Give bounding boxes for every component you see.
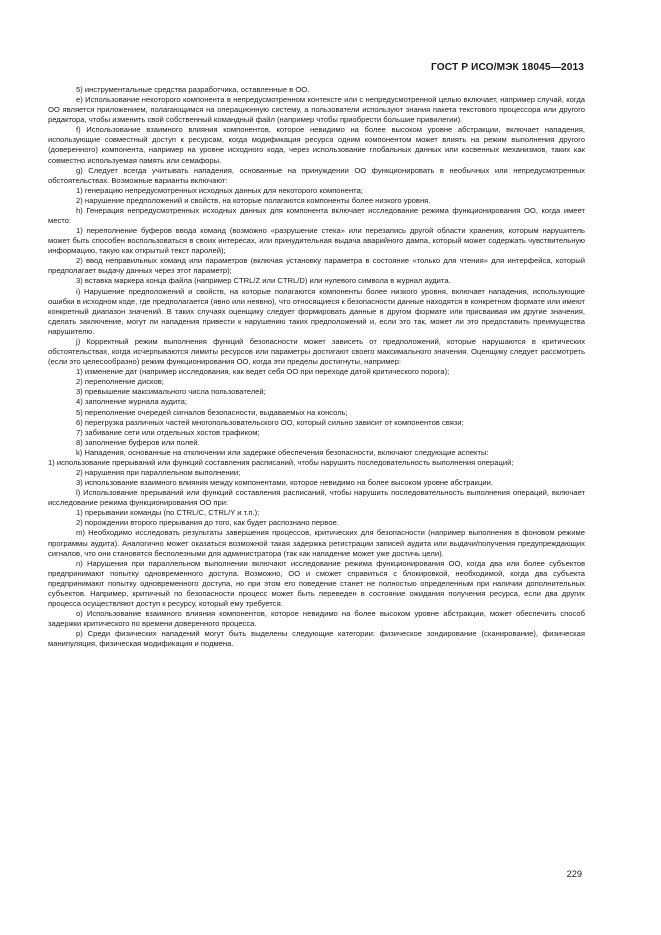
paragraph: h) Генерация непредусмотренных исходных данных для компонента включает исследование режима функционирования ОО, когда имеет место:: [48, 205, 585, 226]
paragraph: 1) прерывании команды (по CTRL/C, CTRL/Y и т.п.);: [76, 508, 260, 518]
paragraph: i) Нарушение предположений и свойств, на которые полагаются компоненты более низкого уровня, включает нападения, использующие ошибки в исходном коде, где предполагается (явно или неявно), что относящиеся к безопасности данные находятся в конкретном формате или имеют конкретный диапазон значений. В таких случаях оценщику следует формировать данные в другом формате или присваивая им другие значения, сделать заключение, могут ли нападения привести к нарушению таких предположений и, если это так, может ли это предоставить преимущества нарушителю.: [48, 286, 585, 336]
paragraph: 2) порождении второго прерывания до того, как будет распознано первое.: [76, 518, 339, 528]
paragraph: e) Использование некоторого компонента в непредусмотренном контексте или с непредусмотренной целью включает, например случай, когда ОО является приложением, полагающимся на операционную систему, а пользователи используют знания пакета текстового процессора или другого редактора, чтобы изменить свой собственный командный файл (например чтобы приобрести большие привилегии).: [48, 95, 585, 125]
paragraph: 3) превышение максимального числа пользователей;: [76, 387, 266, 397]
paragraph: j) Корректный режим выполнения функций безопасности может зависеть от предположений, которые нарушаются в критических обстоятельствах, когда исчерпываются лимиты ресурсов или параметры достигают своего максимального значения. Оценщику следует рассмотреть (если это целесообразно) режим функционирования ОО, когда эти пределы достигнуты, например:: [48, 336, 585, 367]
paragraph: 3) вставка маркера конца файла (например CTRL/Z или CTRL/D) или нулевого символа в журнал аудита.: [76, 276, 451, 286]
paragraph: 2) нарушения при параллельном выполнении;: [76, 467, 241, 477]
paragraph: g) Следует всегда учитывать нападения, основанные на принуждении ОО функционировать в необычных или непредусмотренных обстоятельствах. Возможные варианты включают:: [48, 165, 585, 185]
paragraph: 8) заполнение буферов или полей.: [76, 437, 200, 447]
paragraph: 2) переполнение дисков;: [76, 377, 164, 387]
paragraph: m) Необходимо исследовать результаты завершения процессов, критических для безопасности (например выполнения в фоновом режиме программы аудита). Аналогично может оказаться возможной такая задержка регистрации записей аудита или выдачи/получения предупреждающих сигналов, что они становятся бесполезными для администратора (так как нападение может уже достичь цели).: [48, 528, 585, 558]
paragraph: o) Использование взаимного влияния компонентов, которое невидимо на более высоком уровне абстракции, может обеспечить способ задержки критического по времени доверенного процесса.: [48, 609, 585, 629]
paragraph: 6) перегрузка различных частей многопользовательского ОО, который сильно зависит от компонентов связи;: [76, 417, 464, 427]
paragraph: 7) забивание сети или отдельных хостов трафиком;: [76, 427, 260, 437]
paragraph: 2) нарушение предположений и свойств, на которые полагаются компоненты более низкого уровня.: [76, 195, 431, 205]
paragraph: n) Нарушения при параллельном выполнении включают исследование режима функционирования ОО, когда два или более субъектов предпринимают попытку одновременного доступа. Возможно, ОО и сможет справиться с блокировкой, необходимой, когда два субъекта предпринимают попытку одновременного доступа, но при этом его поведение станет не полностью определенным при наличии дополнительных субъектов. Например, критичный по безопасности процесс может быть переведен в состояние ожидания получения ресурса, если два других процесса осуществляют доступ к ресурсу, который ему требуется.: [48, 558, 585, 608]
paragraph: 1) переполнение буферов ввода команд (возможно «разрушение стека» или перезапись другой области хранения, которым нарушитель может быть способен воспользоваться в своих интересах, или принудительная выдача аварийного дампа, который может содержать чувствительную информацию, такую как открытый текст паролей);: [48, 226, 585, 256]
paragraph: k) Нападения, основанные на отключении или задержке обеспечения безопасности, включают следующие аспекты:: [76, 447, 489, 457]
paragraph: 1) изменение дат (например исследования, как ведет себя ОО при переходе датой критического порога);: [76, 367, 450, 377]
paragraph: 3) использование взаимного влияния между компонентами, которое невидимо на более высоком уровне абстракции.: [76, 478, 493, 488]
paragraph: 1) генерацию непредусмотренных исходных данных для некоторого компонента;: [76, 185, 363, 195]
paragraph: 2) ввод неправильных команд или параметров (включая установку параметра в состояние «только для чтения» для интерфейса, который предполагает выдачу данных через этот параметр);: [48, 256, 585, 276]
paragraph: 5) переполнение очередей сигналов безопасности, выдаваемых на консоль;: [76, 407, 348, 417]
paragraph: 1) использование прерываний или функций составления расписаний, чтобы нарушить последовательность выполнения операций;: [48, 457, 514, 467]
document-header: ГОСТ Р ИСО/МЭК 18045—2013: [431, 62, 584, 73]
paragraph: p) Среди физических нападений могут быть выделены следующие категории: физическое зондирование (сканирование), физическая манипуляция, физическая модификация и подмена.: [48, 629, 585, 649]
paragraph: 4) заполнение журнала аудита;: [76, 397, 187, 407]
paragraph: f) Использование взаимного влияния компонентов, которое невидимо на более высоком уровне абстракции, включает нападения, использующие совместный доступ к ресурсам, когда модификация ресурса одним компонентом может влиять на режим выполнения другого (доверенного) компонента, например на уровне исходного кода, через использование глобальных данных или косвенных механизмов, таких как совместно используемая память или семафоры.: [48, 125, 585, 165]
paragraph: l) Использование прерываний или функций составления расписаний, чтобы нарушить последовательность выполнения операций, включает исследование режима функционирования ОО при:: [48, 488, 585, 508]
page-number: 229: [566, 869, 582, 879]
paragraph: 5) инструментальные средства разработчика, оставленные в ОО.: [76, 85, 310, 94]
body-text: [48, 85, 585, 649]
